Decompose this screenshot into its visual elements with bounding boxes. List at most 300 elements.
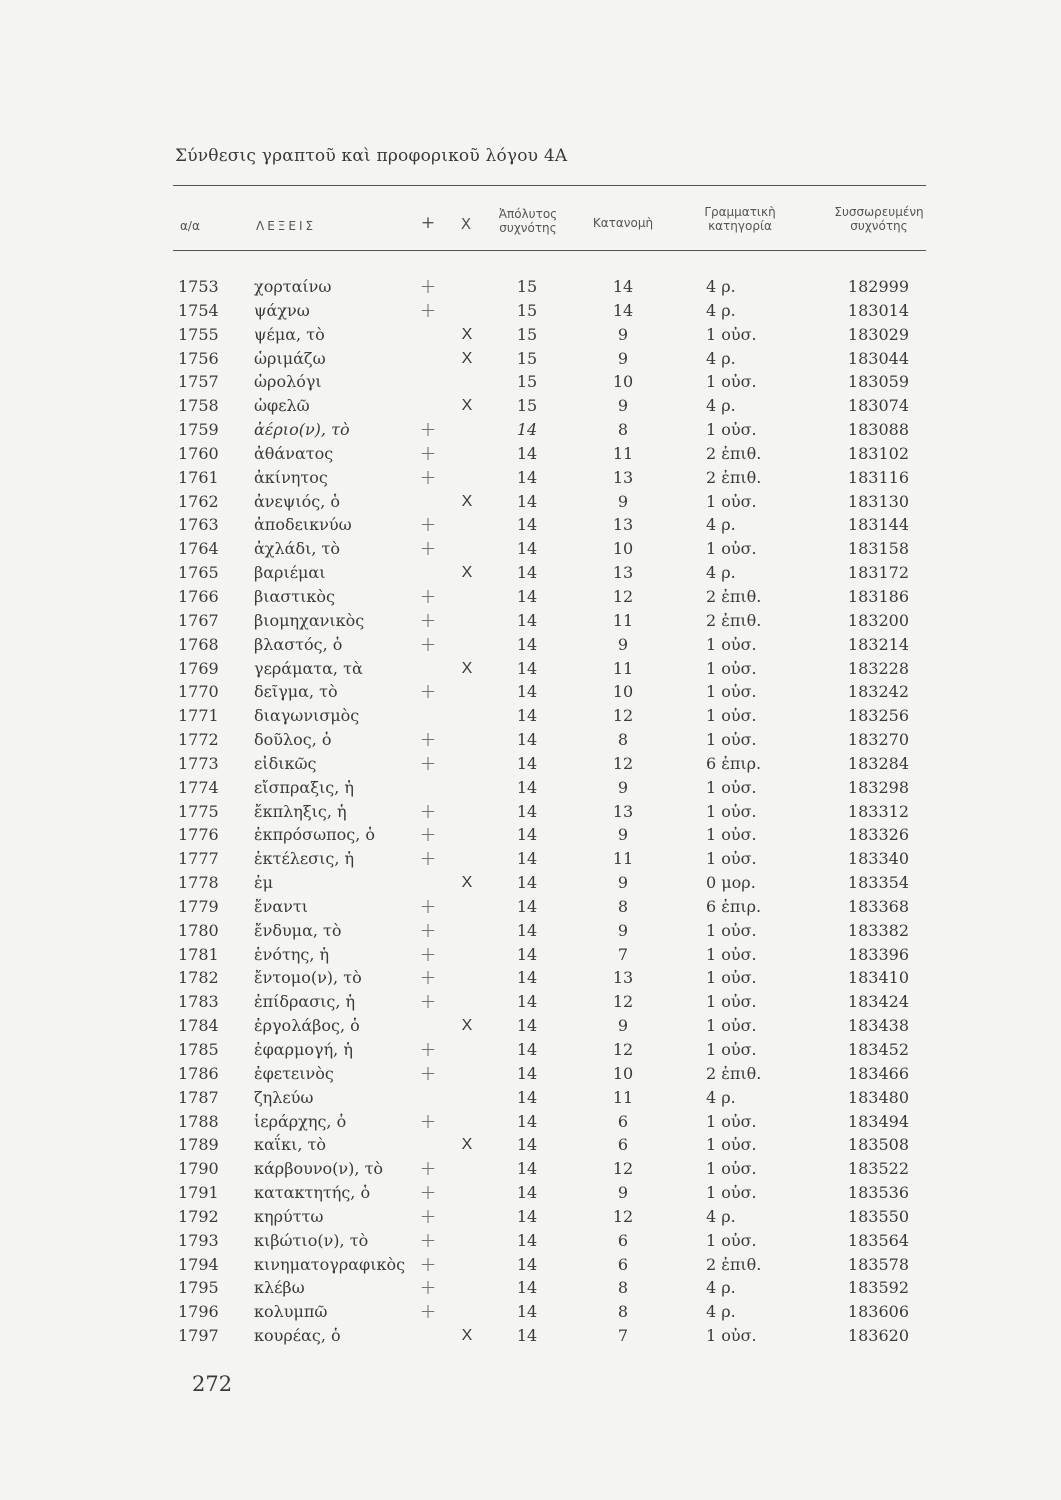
table-row: [0, 561, 1061, 585]
row-absolute-frequency: 14: [516, 467, 538, 487]
row-category: 1 οὐσ.: [706, 706, 757, 726]
row-plus-mark: +: [419, 727, 437, 752]
row-category: 4 ρ.: [706, 1278, 736, 1298]
row-plus-mark: +: [419, 1156, 437, 1181]
row-cumulative-frequency: 183368: [847, 896, 909, 916]
row-distribution: 9: [617, 920, 629, 940]
row-plus-mark: +: [419, 1060, 437, 1085]
table-row: [0, 1086, 1061, 1110]
row-category: 1 οὐσ.: [706, 491, 757, 511]
row-cumulative-frequency: 183172: [847, 563, 909, 583]
row-absolute-frequency: 15: [516, 372, 538, 392]
row-absolute-frequency: 15: [516, 277, 538, 296]
row-cumulative-frequency: 183298: [847, 777, 909, 797]
header-grammatical-category: [690, 205, 790, 233]
row-cumulative-frequency: 183438: [847, 1016, 909, 1036]
row-category: 1 οὐσ.: [706, 1111, 757, 1131]
row-word: κολυμπῶ: [254, 1302, 328, 1322]
row-number: 1779: [178, 896, 219, 916]
row-cumulative-frequency: 182999: [847, 277, 909, 296]
row-distribution: 7: [617, 944, 629, 964]
row-word: ἐφετεινὸς: [254, 1063, 334, 1083]
row-distribution: 13: [612, 968, 634, 988]
row-word: χορταίνω: [254, 277, 332, 296]
row-plus-mark: +: [419, 750, 437, 775]
row-distribution: 8: [617, 1278, 629, 1298]
row-plus-mark: +: [419, 1108, 437, 1133]
table-row: [0, 1181, 1061, 1205]
header-absolute-frequency: [488, 207, 568, 235]
row-category: 6 ἐπιρ.: [706, 896, 762, 916]
row-number: 1785: [178, 1040, 219, 1059]
row-plus-mark: +: [419, 965, 437, 990]
row-number: 1759: [178, 420, 219, 440]
row-category: 1 οὐσ.: [706, 539, 757, 559]
row-distribution: 9: [617, 1183, 629, 1203]
row-cumulative-frequency: 183029: [847, 324, 909, 344]
row-distribution: 9: [617, 825, 629, 845]
row-category: 2 ἐπιθ.: [706, 467, 762, 487]
row-category: 4 ρ.: [706, 1087, 736, 1107]
row-cumulative-frequency: 183116: [847, 467, 909, 487]
row-cumulative-frequency: 183550: [847, 1206, 909, 1226]
row-absolute-frequency: 14: [516, 777, 538, 797]
row-absolute-frequency: 14: [516, 1183, 538, 1203]
table-row: [0, 704, 1061, 728]
row-number: 1770: [178, 682, 219, 702]
row-word: εἴσπραξις, ἡ: [254, 777, 355, 797]
row-distribution: 13: [612, 801, 634, 821]
row-cumulative-frequency: 183158: [847, 539, 909, 559]
row-number: 1777: [178, 849, 219, 869]
row-plus-mark: +: [419, 941, 437, 966]
row-x-mark: Χ: [461, 1136, 473, 1154]
row-absolute-frequency: 14: [516, 634, 538, 654]
row-word: δοῦλος, ὁ: [254, 730, 332, 750]
row-absolute-frequency: 14: [516, 1159, 538, 1179]
row-absolute-frequency: 14: [516, 1111, 538, 1131]
row-distribution: 6: [617, 1111, 629, 1131]
row-word: ἐπίδρασις, ἡ: [254, 992, 356, 1012]
row-number: 1795: [178, 1278, 219, 1298]
table-row: [0, 966, 1061, 990]
page-number: 272: [192, 1372, 233, 1396]
row-cumulative-frequency: 183186: [847, 586, 909, 606]
header-plus: +: [420, 213, 436, 233]
row-distribution: 12: [612, 1159, 634, 1179]
row-category: 1 οὐσ.: [706, 420, 757, 440]
row-number: 1758: [178, 396, 219, 416]
row-category: 1 οὐσ.: [706, 1230, 757, 1250]
row-cumulative-frequency: 183620: [847, 1326, 909, 1346]
row-category: 1 οὐσ.: [706, 372, 757, 392]
row-plus-mark: +: [419, 536, 437, 561]
row-category: 1 οὐσ.: [706, 658, 757, 678]
row-distribution: 8: [617, 1302, 629, 1322]
row-number: 1754: [178, 300, 219, 320]
row-number: 1761: [178, 467, 219, 487]
table-row: [0, 1205, 1061, 1229]
row-distribution: 14: [612, 300, 634, 320]
row-distribution: 6: [617, 1254, 629, 1274]
row-plus-mark: +: [419, 1203, 437, 1228]
header-bottom-rule: [173, 250, 926, 251]
row-category: 1 οὐσ.: [706, 849, 757, 869]
row-distribution: 12: [612, 992, 634, 1012]
row-word: ἐργολάβος, ὁ: [254, 1016, 360, 1036]
row-plus-mark: +: [419, 1251, 437, 1276]
row-number: 1797: [178, 1326, 219, 1346]
row-cumulative-frequency: 183564: [847, 1230, 909, 1250]
row-word: καΐκι, τὸ: [254, 1135, 327, 1155]
row-distribution: 6: [617, 1135, 629, 1155]
row-cumulative-frequency: 183592: [847, 1278, 909, 1298]
row-number: 1771: [178, 706, 219, 726]
row-distribution: 7: [617, 1326, 629, 1346]
row-distribution: 11: [612, 849, 634, 869]
row-plus-mark: +: [419, 679, 437, 704]
row-absolute-frequency: 14: [516, 825, 538, 845]
row-category: 2 ἐπιθ.: [706, 443, 762, 463]
row-word: ἀχλάδι, τὸ: [254, 539, 341, 559]
row-absolute-frequency: 14: [516, 1206, 538, 1226]
row-absolute-frequency: 15: [516, 324, 538, 344]
row-word: ψέμα, τὸ: [254, 324, 325, 344]
row-x-mark: Χ: [461, 349, 473, 367]
row-word: ἀποδεικνύω: [254, 515, 352, 535]
row-distribution: 12: [612, 586, 634, 606]
table-row: [0, 1133, 1061, 1157]
row-cumulative-frequency: 183284: [847, 753, 909, 773]
row-word: κιβώτιο(ν), τὸ: [254, 1230, 369, 1250]
row-absolute-frequency: 14: [516, 515, 538, 535]
row-number: 1772: [178, 730, 219, 750]
table-row: [0, 1110, 1061, 1134]
row-cumulative-frequency: 183508: [847, 1135, 909, 1155]
row-category: 4 ρ.: [706, 1206, 736, 1226]
row-word: ἔνδυμα, τὸ: [254, 920, 342, 940]
table-row: [0, 943, 1061, 967]
row-word: κλέβω: [254, 1278, 305, 1298]
row-number: 1792: [178, 1206, 219, 1226]
row-category: 1 οὐσ.: [706, 1040, 757, 1059]
row-number: 1793: [178, 1230, 219, 1250]
row-category: 1 οὐσ.: [706, 324, 757, 344]
row-cumulative-frequency: 183200: [847, 610, 909, 630]
row-number: 1781: [178, 944, 219, 964]
row-word: ὠφελῶ: [254, 396, 310, 416]
row-distribution: 9: [617, 324, 629, 344]
row-number: 1756: [178, 348, 219, 368]
row-x-mark: Χ: [461, 397, 473, 415]
row-number: 1778: [178, 873, 219, 893]
row-absolute-frequency: 14: [516, 420, 538, 440]
row-word: δεῖγμα, τὸ: [254, 682, 338, 702]
row-absolute-frequency: 14: [516, 968, 538, 988]
row-number: 1784: [178, 1016, 219, 1036]
table-row: [0, 800, 1061, 824]
row-absolute-frequency: 14: [516, 1063, 538, 1083]
table-row: [0, 490, 1061, 514]
row-number: 1783: [178, 992, 219, 1012]
row-cumulative-frequency: 183382: [847, 920, 909, 940]
row-distribution: 11: [612, 658, 634, 678]
row-word: ἀκίνητος: [254, 467, 328, 487]
row-number: 1767: [178, 610, 219, 630]
row-cumulative-frequency: 183256: [847, 706, 909, 726]
table-row: [0, 1276, 1061, 1300]
row-absolute-frequency: 15: [516, 300, 538, 320]
row-distribution: 9: [617, 873, 629, 893]
row-distribution: 10: [612, 372, 634, 392]
row-category: 1 οὐσ.: [706, 1016, 757, 1036]
table-row: [0, 442, 1061, 466]
row-distribution: 12: [612, 753, 634, 773]
row-distribution: 9: [617, 777, 629, 797]
header-category-line1: Γραμματικὴ: [704, 205, 776, 219]
row-distribution: 13: [612, 563, 634, 583]
row-distribution: 10: [612, 682, 634, 702]
row-cumulative-frequency: 183354: [847, 873, 909, 893]
row-cumulative-frequency: 183270: [847, 730, 909, 750]
row-category: 1 οὐσ.: [706, 801, 757, 821]
row-x-mark: Χ: [461, 1327, 473, 1345]
row-absolute-frequency: 14: [516, 1254, 538, 1274]
row-distribution: 9: [617, 491, 629, 511]
row-word: ἐμ: [254, 873, 273, 893]
row-cumulative-frequency: 183396: [847, 944, 909, 964]
row-number: 1765: [178, 563, 219, 583]
row-cumulative-frequency: 183578: [847, 1254, 909, 1274]
header-index: α/α: [180, 219, 200, 233]
row-plus-mark: +: [419, 583, 437, 608]
row-word: βιομηχανικὸς: [254, 610, 365, 630]
row-plus-mark: +: [419, 631, 437, 656]
row-plus-mark: +: [419, 440, 437, 465]
row-word: ἔντομο(ν), τὸ: [254, 968, 362, 988]
row-cumulative-frequency: 183466: [847, 1063, 909, 1083]
table-row: [0, 513, 1061, 537]
row-plus-mark: +: [419, 607, 437, 632]
row-category: 2 ἐπιθ.: [706, 586, 762, 606]
row-category: 4 ρ.: [706, 348, 736, 368]
row-x-mark: Χ: [461, 659, 473, 677]
table-row: [0, 275, 1061, 299]
row-distribution: 9: [617, 634, 629, 654]
row-distribution: 12: [612, 706, 634, 726]
table-row: [0, 680, 1061, 704]
row-category: 2 ἐπιθ.: [706, 1254, 762, 1274]
row-plus-mark: +: [419, 1037, 437, 1061]
table-row: [0, 1300, 1061, 1324]
row-cumulative-frequency: 183522: [847, 1159, 909, 1179]
table-row: [0, 1253, 1061, 1277]
row-plus-mark: +: [419, 989, 437, 1014]
row-number: 1791: [178, 1183, 219, 1203]
table-row: [0, 895, 1061, 919]
row-absolute-frequency: 14: [516, 443, 538, 463]
row-absolute-frequency: 14: [516, 1326, 538, 1346]
header-x: Χ: [460, 215, 472, 233]
row-distribution: 12: [612, 1206, 634, 1226]
row-number: 1780: [178, 920, 219, 940]
row-word: κινηματογραφικὸς: [254, 1254, 406, 1274]
table-row: [0, 466, 1061, 490]
table-row: [0, 1229, 1061, 1253]
table-row: [0, 299, 1061, 323]
row-word: εἰδικῶς: [254, 753, 317, 773]
row-category: 4 ρ.: [706, 277, 736, 296]
table-row: [0, 728, 1061, 752]
row-cumulative-frequency: 183228: [847, 658, 909, 678]
row-plus-mark: +: [419, 1180, 437, 1205]
row-absolute-frequency: 14: [516, 1135, 538, 1155]
row-cumulative-frequency: 183144: [847, 515, 909, 535]
header-absolute-line2: συχνότης: [499, 221, 557, 235]
row-distribution: 8: [617, 420, 629, 440]
row-number: 1768: [178, 634, 219, 654]
row-word: ἔναντι: [254, 896, 308, 916]
row-category: 1 οὐσ.: [706, 825, 757, 845]
row-distribution: 13: [612, 467, 634, 487]
row-absolute-frequency: 14: [516, 1230, 538, 1250]
row-absolute-frequency: 14: [516, 491, 538, 511]
row-word: διαγωνισμὸς: [254, 706, 360, 726]
row-cumulative-frequency: 183326: [847, 825, 909, 845]
row-word: βιαστικὸς: [254, 586, 335, 606]
row-absolute-frequency: 14: [516, 682, 538, 702]
page-title: Σύνθεσις γραπτοῦ καὶ προφορικοῦ λόγου 4Α: [175, 146, 568, 166]
row-word: ψάχνω: [254, 300, 310, 320]
row-absolute-frequency: 14: [516, 944, 538, 964]
row-distribution: 11: [612, 1087, 634, 1107]
row-number: 1774: [178, 777, 219, 797]
row-absolute-frequency: 14: [516, 1087, 538, 1107]
row-category: 4 ρ.: [706, 300, 736, 320]
row-absolute-frequency: 14: [516, 801, 538, 821]
row-plus-mark: +: [419, 822, 437, 847]
table-row: [0, 394, 1061, 418]
table-row: [0, 585, 1061, 609]
table-row: [0, 657, 1061, 681]
header-words: ΛΕΞΕΙΣ: [256, 219, 317, 233]
row-category: 1 οὐσ.: [706, 1326, 757, 1346]
word-table: [0, 275, 1061, 1348]
row-word: ἀέριο(ν), τὸ: [254, 420, 350, 440]
row-number: 1775: [178, 801, 219, 821]
row-absolute-frequency: 14: [516, 1278, 538, 1298]
row-category: 1 οὐσ.: [706, 682, 757, 702]
row-absolute-frequency: 14: [516, 610, 538, 630]
row-cumulative-frequency: 183452: [847, 1040, 909, 1059]
row-category: 1 οὐσ.: [706, 944, 757, 964]
row-x-mark: Χ: [461, 325, 473, 343]
row-distribution: 14: [612, 277, 634, 296]
row-plus-mark: +: [419, 1227, 437, 1252]
table-row: [0, 1038, 1061, 1062]
row-word: γεράματα, τὰ: [254, 658, 363, 678]
row-category: 1 οὐσ.: [706, 920, 757, 940]
row-word: ἔκπληξις, ἡ: [254, 801, 347, 821]
row-plus-mark: +: [419, 846, 437, 871]
header-cumulative-line2: συχνότης: [850, 219, 908, 233]
row-plus-mark: +: [419, 1299, 437, 1324]
header-distribution: Κατανομὴ: [592, 216, 654, 230]
row-absolute-frequency: 15: [516, 396, 538, 416]
row-absolute-frequency: 14: [516, 920, 538, 940]
row-category: 4 ρ.: [706, 563, 736, 583]
row-cumulative-frequency: 183088: [847, 420, 909, 440]
table-row: [0, 323, 1061, 347]
row-plus-mark: +: [419, 274, 437, 298]
row-distribution: 10: [612, 539, 634, 559]
table-row: [0, 609, 1061, 633]
row-category: 1 οὐσ.: [706, 1135, 757, 1155]
row-absolute-frequency: 14: [516, 1016, 538, 1036]
row-word: ἐκπρόσωπος, ὁ: [254, 825, 376, 845]
header-cumulative-frequency: [824, 205, 934, 233]
row-number: 1786: [178, 1063, 219, 1083]
row-category: 6 ἐπιρ.: [706, 753, 762, 773]
row-absolute-frequency: 14: [516, 563, 538, 583]
row-plus-mark: +: [419, 917, 437, 942]
row-distribution: 10: [612, 1063, 634, 1083]
row-category: 4 ρ.: [706, 396, 736, 416]
row-absolute-frequency: 14: [516, 658, 538, 678]
row-number: 1760: [178, 443, 219, 463]
row-distribution: 13: [612, 515, 634, 535]
row-word: ζηλεύω: [254, 1087, 314, 1107]
row-plus-mark: +: [419, 893, 437, 918]
row-plus-mark: +: [419, 1275, 437, 1300]
row-absolute-frequency: 14: [516, 586, 538, 606]
row-number: 1764: [178, 539, 219, 559]
row-absolute-frequency: 14: [516, 992, 538, 1012]
row-cumulative-frequency: 183424: [847, 992, 909, 1012]
row-cumulative-frequency: 183494: [847, 1111, 909, 1131]
row-plus-mark: +: [419, 798, 437, 823]
table-row: [0, 537, 1061, 561]
row-category: 1 οὐσ.: [706, 777, 757, 797]
row-number: 1794: [178, 1254, 219, 1274]
table-row: [0, 1157, 1061, 1181]
row-plus-mark: +: [419, 297, 437, 322]
row-distribution: 9: [617, 396, 629, 416]
row-number: 1769: [178, 658, 219, 678]
row-cumulative-frequency: 183214: [847, 634, 909, 654]
table-row: [0, 919, 1061, 943]
row-cumulative-frequency: 183014: [847, 300, 909, 320]
row-plus-mark: +: [419, 417, 437, 442]
row-number: 1788: [178, 1111, 219, 1131]
row-number: 1773: [178, 753, 219, 773]
table-row: [0, 370, 1061, 394]
table-row: [0, 1014, 1061, 1038]
row-category: 4 ρ.: [706, 1302, 736, 1322]
row-word: ἑνότης, ἡ: [254, 944, 330, 964]
row-category: 1 οὐσ.: [706, 1183, 757, 1203]
row-category: 2 ἐπιθ.: [706, 1063, 762, 1083]
row-x-mark: Χ: [461, 874, 473, 892]
table-row: [0, 633, 1061, 657]
row-word: ἐκτέλεσις, ἡ: [254, 849, 355, 869]
row-category: 1 οὐσ.: [706, 1159, 757, 1179]
row-cumulative-frequency: 183410: [847, 968, 909, 988]
row-category: 2 ἐπιθ.: [706, 610, 762, 630]
row-number: 1796: [178, 1302, 219, 1322]
row-cumulative-frequency: 183480: [847, 1087, 909, 1107]
row-word: ἱεράρχης, ὁ: [254, 1111, 347, 1131]
